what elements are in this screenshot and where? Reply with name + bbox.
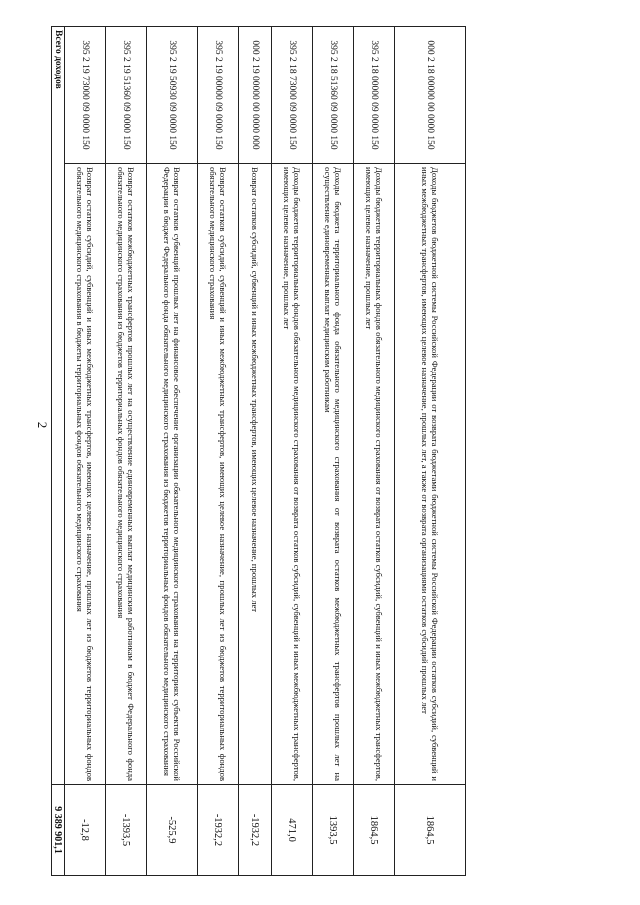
description-cell: Возврат остатков субсидий, субвенций и иных межбюджетных трансфертов, имеющих целевое назначение, прошлых лет	[239, 164, 272, 785]
budget-code-cell: 395 2 19 73000 09 0000 150	[65, 27, 106, 164]
amount-cell: 1864,5	[354, 785, 395, 876]
rotated-table-container	[52, 26, 466, 854]
description-cell: Возврат остатков субсидий, субвенций и иных межбюджетных трансфертов, имеющих целевое назначение, прошлых лет из бюджетов территориальных фондов обязательного медицинского страхования в бюджеты территориальных фондов обязательного медицинского страхования	[65, 164, 106, 785]
amount-cell: 1393,5	[313, 785, 354, 876]
budget-code-cell: 395 2 19 50930 09 0000 150	[147, 27, 198, 164]
budget-code-cell: 395 2 19 00000 09 0000 150	[198, 27, 239, 164]
amount-cell: 471,0	[272, 785, 313, 876]
amount-cell: -12,8	[65, 785, 106, 876]
table-row	[198, 27, 239, 876]
table-row	[147, 27, 198, 876]
description-cell: Доходы бюджета территориального фонда обязательного медицинского страхования от возврата остатков межбюджетных трансфертов прошлых лет на осуществление единовременных выплат медицинским работникам	[313, 164, 354, 785]
description-cell: Возврат остатков субсидий, субвенций и иных межбюджетных трансфертов, имеющих целевое назначение, прошлых лет из бюджетов территориальных фондов обязательного медицинского страхования	[198, 164, 239, 785]
amount-cell: 1864,5	[395, 785, 466, 876]
page-number: 2	[35, 421, 50, 429]
table-row	[395, 27, 466, 876]
amount-cell: -1932,2	[239, 785, 272, 876]
table-row	[313, 27, 354, 876]
description-cell: Доходы бюджетов территориальных фондов обязательного медицинского страхования от возврата остатков субсидий, субвенций и иных межбюджетных трансфертов, имеющих целевое назначение, прошлых лет	[354, 164, 395, 785]
description-cell: Возврат остатков субвенций прошлых лет на финансовое обеспечение организации обязательного медицинского страхования на территориях субъектов Российской Федерации в бюджет Федерального фонда обязательного медицинского страхования из бюджетов территориальных фондов обязательного медицинского страхования	[147, 164, 198, 785]
table-row	[106, 27, 147, 876]
table-row	[65, 27, 106, 876]
total-row	[52, 27, 65, 876]
description-cell: Доходы бюджетов территориальных фондов обязательного медицинского страхования от возврата остатков субсидий, субвенций и иных межбюджетных трансфертов, имеющих целевое назначение, прошлых лет	[272, 164, 313, 785]
table-row	[272, 27, 313, 876]
total-label: Всего доходов	[52, 27, 65, 785]
total-amount: 9 389 901,1	[52, 785, 65, 876]
table-row	[354, 27, 395, 876]
description-cell: Возврат остатков межбюджетных трансфертов прошлых лет на осуществление единовременных выплат медицинским работникам в бюджет Федерального фонда обязательного медицинского страхования из бюджетов территориальных фондов обязательного медицинского страхования	[106, 164, 147, 785]
description-cell: Доходы бюджетов бюджетной системы Российской Федерации от возврата бюджетами бюджетной системы Российской Федерации остатков субсидий, субвенций и иных межбюджетных трансфертов, имеющих целевое назначение, прошлых лет, а также от возврата организациями остатков субсидий прошлых лет	[395, 164, 466, 785]
budget-code-cell: 395 2 18 51360 09 0000 150	[313, 27, 354, 164]
revenue-table	[51, 26, 466, 876]
budget-code-cell: 000 2 19 00000 00 0000 000	[239, 27, 272, 164]
table-row	[239, 27, 272, 876]
budget-code-cell: 395 2 19 51360 09 0000 150	[106, 27, 147, 164]
budget-code-cell: 395 2 18 73000 09 0000 150	[272, 27, 313, 164]
budget-code-cell: 000 2 18 00000 00 0000 150	[395, 27, 466, 164]
amount-cell: -525,9	[147, 785, 198, 876]
amount-cell: -1393,5	[106, 785, 147, 876]
amount-cell: -1932,2	[198, 785, 239, 876]
budget-code-cell: 395 2 18 00000 09 0000 150	[354, 27, 395, 164]
